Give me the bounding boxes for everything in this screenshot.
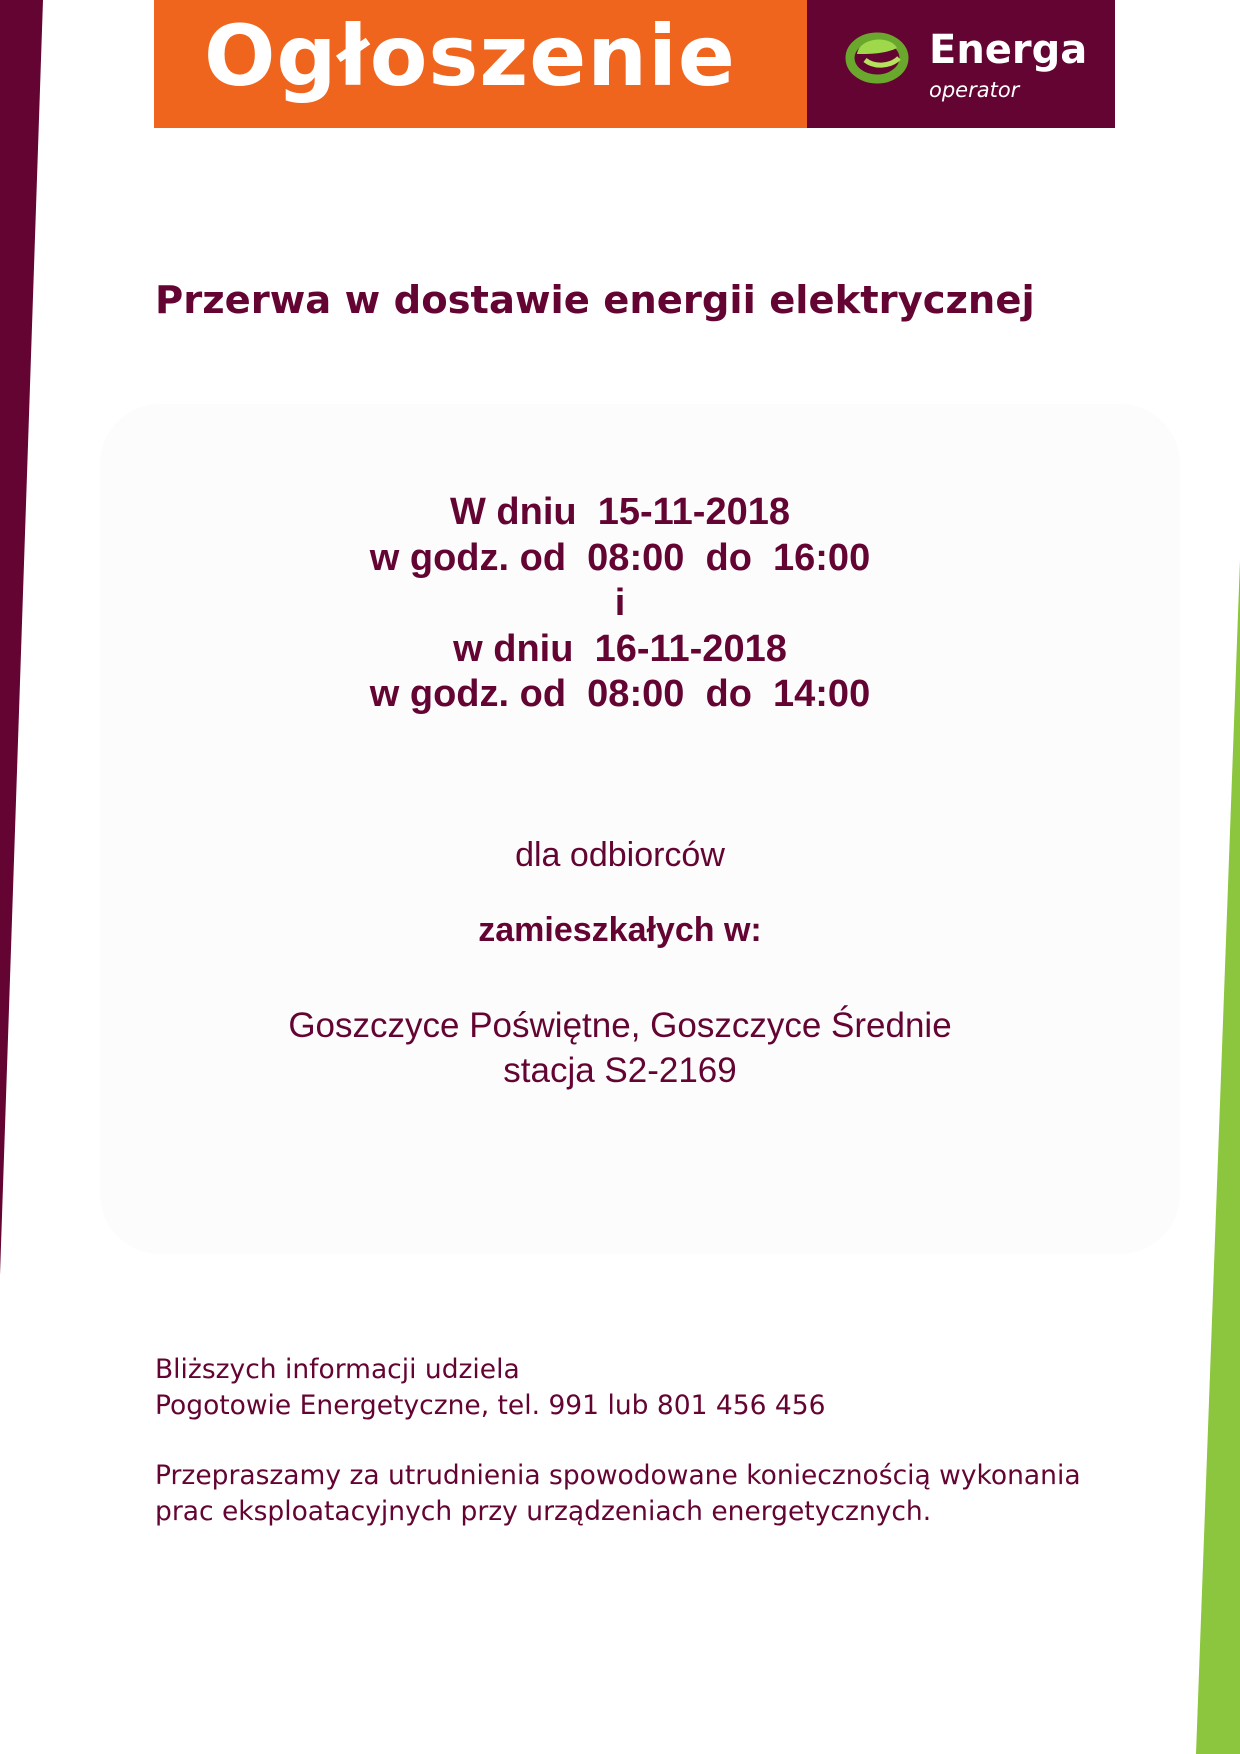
apology-line-1: Przepraszamy za utrudnienia spowodowane koniecznością wykonania xyxy=(155,1460,1081,1491)
affected-station: stacja S2-2169 xyxy=(503,1051,737,1090)
announcement-title: Ogłoszenie xyxy=(204,7,736,105)
energa-swirl-logo-icon xyxy=(845,24,909,84)
recipients-intro: dla odbiorców xyxy=(515,836,725,874)
header-banner xyxy=(154,0,807,128)
footer-spacer xyxy=(155,1424,1175,1458)
schedule-connector: i xyxy=(614,582,626,624)
brand-name: Energa xyxy=(929,27,1088,73)
info-line-2: Pogotowie Energetyczne, tel. 991 lub 801 456 456 xyxy=(155,1390,826,1421)
schedule-date-2: w dniu 16-11-2018 xyxy=(453,627,787,670)
schedule-hours-1: w godz. od 08:00 do 16:00 xyxy=(369,536,871,579)
schedule-hours-2: w godz. od 08:00 do 14:00 xyxy=(369,673,871,715)
schedule-date-1: W dniu 15-11-2018 xyxy=(449,491,790,533)
brand-subtitle: operator xyxy=(929,78,1020,102)
footer-info xyxy=(155,1352,1175,1530)
brand-block xyxy=(807,0,1115,128)
left-plum-stripe xyxy=(0,0,43,1275)
affected-places: Goszczyce Poświętne, Goszczyce Średnie xyxy=(288,1006,952,1045)
outage-headline: Przerwa w dostawie energii elektrycznej xyxy=(155,278,1035,323)
outage-schedule xyxy=(220,490,1020,718)
affected-area xyxy=(220,1003,1020,1093)
apology-line-2: prac eksploatacyjnych przy urządzeniach energetycznych. xyxy=(155,1496,932,1527)
right-lime-stripe xyxy=(1196,560,1240,1754)
recipients-emphasis: zamieszkałych w: xyxy=(478,911,762,949)
info-line-1: Bliższych informacji udziela xyxy=(155,1354,520,1385)
